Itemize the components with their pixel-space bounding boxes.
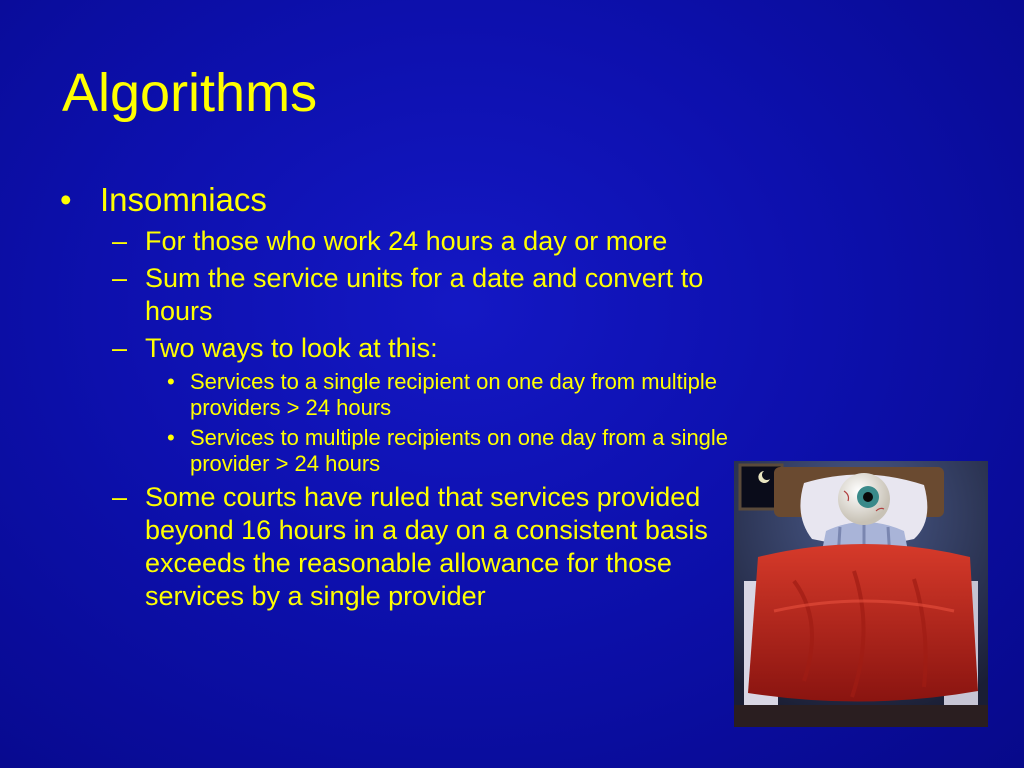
sub-bullet-text: For those who work 24 hours a day or more [145, 226, 668, 256]
dash-marker: – [112, 482, 128, 512]
sub-bullet-courts-ruled [60, 481, 730, 613]
sub-bullet-text: Two ways to look at this: [145, 333, 438, 363]
slide-body [60, 181, 730, 613]
sub-bullet-text: Some courts have ruled that services provided beyond 16 hours in a day on a consistent basis exceeds the reasonable allowance for those services by a single provider [145, 482, 708, 611]
sub-bullet-two-ways [60, 332, 730, 365]
insomniac-illustration [734, 461, 988, 727]
bullet-text: Insomniacs [100, 181, 267, 218]
bullet-insomniacs [60, 181, 730, 219]
dash-marker: – [112, 333, 128, 363]
slide-title: Algorithms [62, 63, 318, 123]
dash-marker: – [112, 263, 128, 293]
sub-sub-bullet-text: Services to multiple recipients on one day from a single provider > 24 hours [190, 425, 729, 476]
sub-bullet-text: Sum the service units for a date and convert to hours [145, 263, 704, 326]
sub-sub-bullet-single-recipient [60, 369, 730, 421]
sub-sub-bullet-multiple-recipients [60, 425, 730, 477]
sub-bullet-sum-units [60, 262, 730, 328]
sub-bullet-work-24-hours [60, 225, 730, 258]
bullet-marker: • [167, 369, 175, 394]
insomniac-eyeball-in-bed-icon [734, 461, 988, 727]
bullet-marker: • [60, 181, 72, 218]
bullet-marker: • [167, 425, 175, 450]
dash-marker: – [112, 226, 128, 256]
sub-sub-bullet-text: Services to a single recipient on one day from multiple providers > 24 hours [190, 369, 718, 420]
